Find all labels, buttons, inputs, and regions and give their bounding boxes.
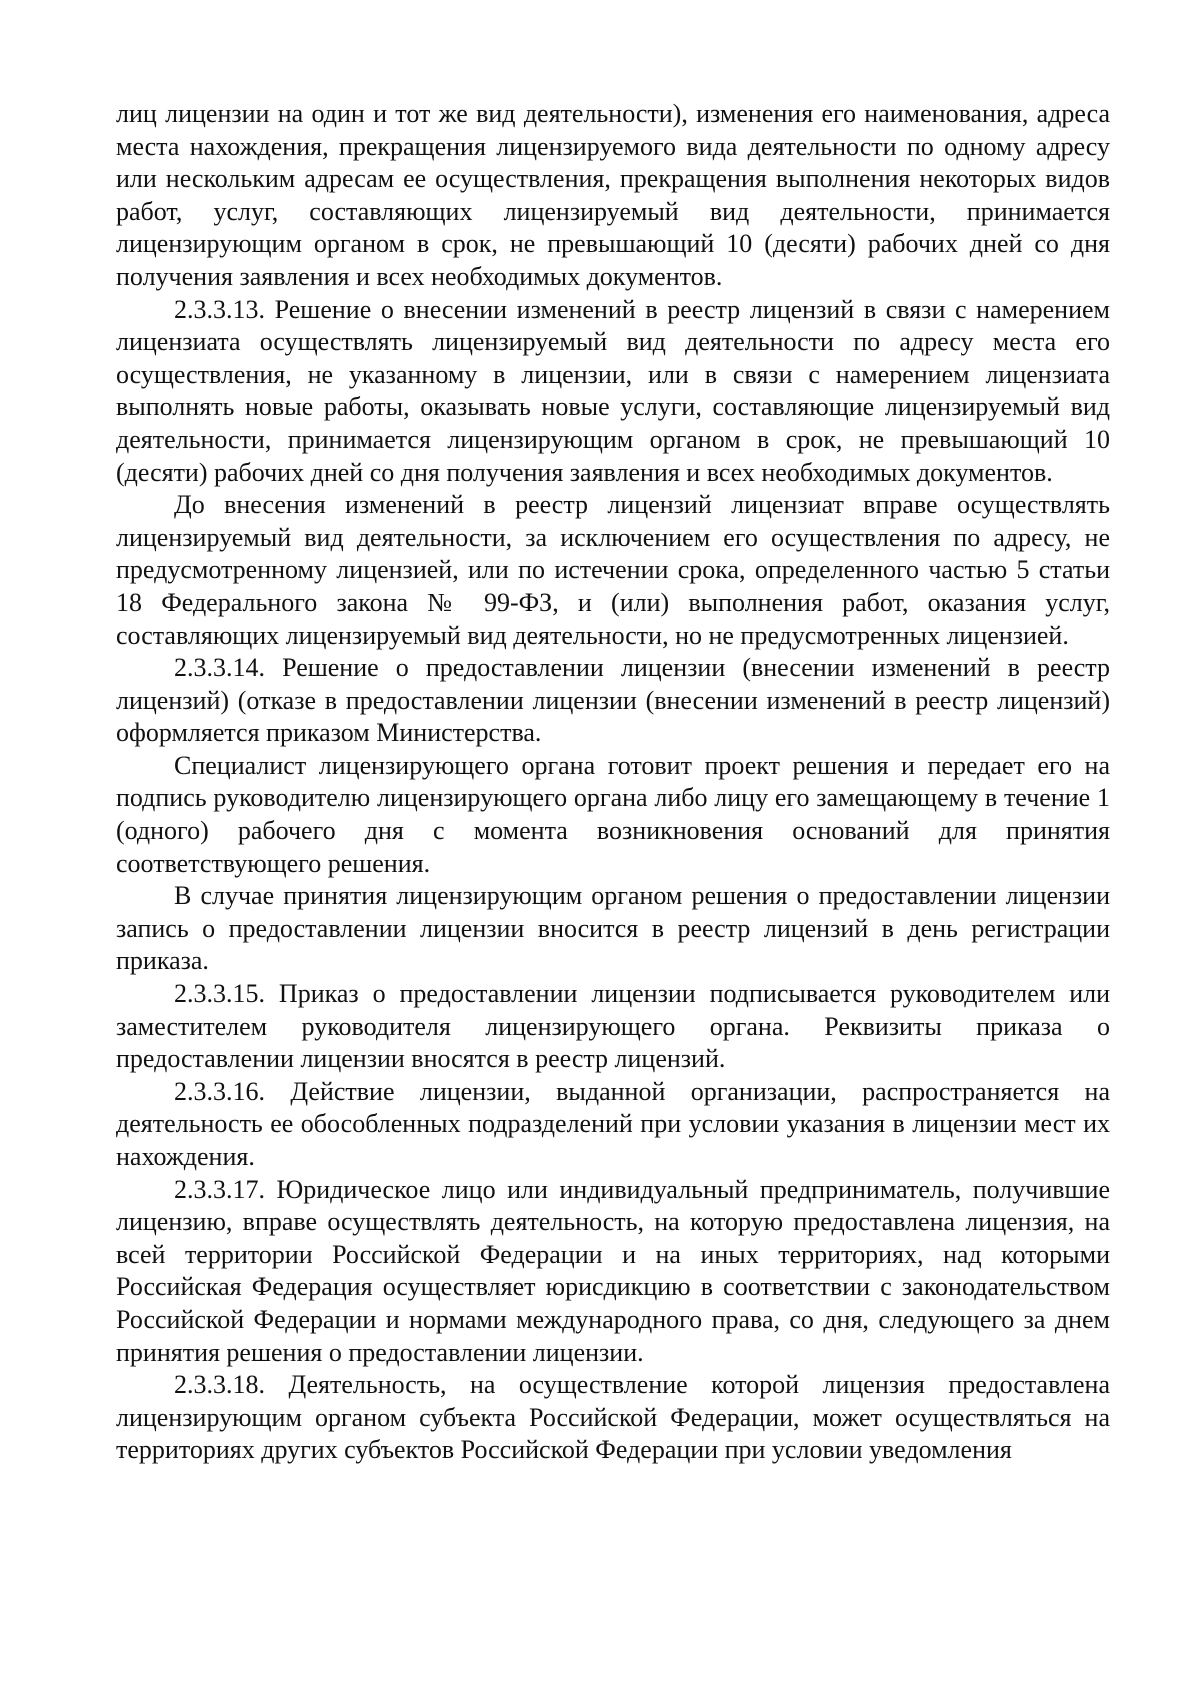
paragraph-before-changes: До внесения изменений в реестр лицензий лицензиат вправе осуществлять лицензируемый вид деятельности, за исключением его осуществления по адресу, не предусмотренному лицензией, или по истечении срока, определенного частью 5 статьи 18 Федерального закона № 99-ФЗ, и (или) выполнения работ, оказания услуг, составляющих лицензируемый вид деятельности, но не предусмотренных лицензией.: [116, 490, 1110, 650]
paragraph-2-3-3-14: 2.3.3.14. Решение о предоставлении лицензии (внесении изменений в реестр лицензий) (отказе в предоставлении лицензии (внесении изменений в реестр лицензий) оформляется приказом Министерства.: [116, 653, 1110, 748]
paragraph-2-3-3-15: 2.3.3.15. Приказ о предоставлении лицензии подписывается руководителем или заместителем руководителя лицензирующего органа. Реквизиты приказа о предоставлении лицензии вносятся в реестр лицензий.: [116, 979, 1110, 1074]
paragraph-specialist: Специалист лицензирующего органа готовит проект решения и передает его на подпись руководителю лицензирующего органа либо лицу его замещающему в течение 1 (одного) рабочего дня с момента возникновения оснований для принятия соответствующего решения.: [116, 750, 1110, 878]
paragraph-2-3-3-13: 2.3.3.13. Решение о внесении изменений в реестр лицензий в связи с намерением лицензиата осуществлять лицензируемый вид деятельности по адресу места его осуществления, не указанному в лицензии, или в связи с намерением лицензиата выполнять новые работы, оказывать новые услуги, составляющие лицензируемый вид деятельности, принимается лицензирующим органом в срок, не превышающий 10 (десяти) рабочих дней со дня получения заявления и всех необходимых документов.: [116, 294, 1110, 487]
paragraph-2-3-3-17: 2.3.3.17. Юридическое лицо или индивидуальный предприниматель, получившие лицензию, вправе осуществлять деятельность, на которую предоставлена лицензия, на всей территории Российской Федерации и на иных территориях, над которыми Российская Федерация осуществляет юрисдикцию в соответствии с законодательством Российской Федерации и нормами международного права, со дня, следующего за днем принятия решения о предоставлении лицензии.: [116, 1174, 1110, 1367]
paragraph-2-3-3-18: 2.3.3.18. Деятельность, на осуществление которой лицензия предоставлена лицензирующим органом субъекта Российской Федерации, может осуществляться на территориях других субъектов Российской Федерации при условии уведомления: [116, 1370, 1110, 1465]
paragraph-2-3-3-16: 2.3.3.16. Действие лицензии, выданной организации, распространяется на деятельность ее обособленных подразделений при условии указания в лицензии мест их нахождения.: [116, 1076, 1110, 1171]
paragraph-continuation: лиц лицензии на один и тот же вид деятельности), изменения его наименования, адреса места нахождения, прекращения лицензируемого вида деятельности по одному адресу или нескольким адресам ее осуществления, прекращения выполнения некоторых видов работ, услуг, составляющих лицензируемый вид деятельности, принимается лицензирующим органом в срок, не превышающий 10 (десяти) рабочих дней со дня получения заявления и всех необходимых документов.: [116, 99, 1110, 291]
paragraph-registry-entry: В случае принятия лицензирующим органом решения о предоставлении лицензии запись о предоставлении лицензии вносится в реестр лицензий в день регистрации приказа.: [116, 881, 1110, 976]
document-page: [116, 98, 1110, 1467]
